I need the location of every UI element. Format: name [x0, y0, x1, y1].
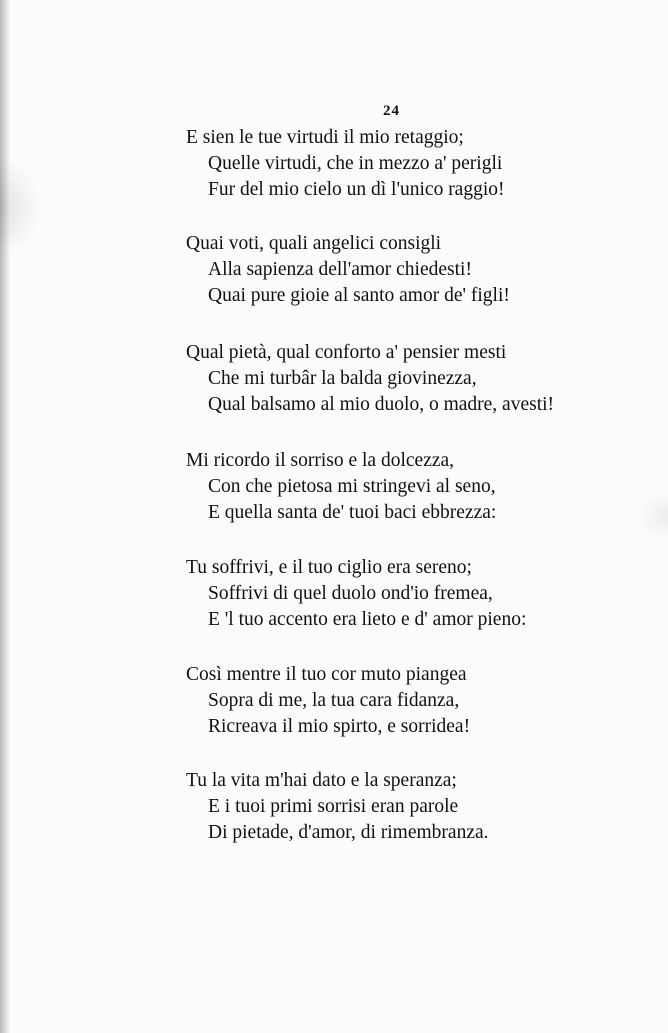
verse-line: Che mi turbâr la balda giovinezza,	[208, 368, 477, 389]
stanza-3	[186, 340, 646, 418]
verse-line: Ricreava il mio spirto, e sorridea!	[208, 716, 471, 737]
verse-line: Di pietade, d'amor, di rimembranza.	[208, 822, 489, 843]
verse-line: Fur del mio cielo un dì l'unico raggio!	[208, 179, 505, 200]
verse-line: Tu la vita m'hai dato e la speranza;	[186, 770, 457, 791]
verse-line: Così mentre il tuo cor muto piangea	[186, 664, 467, 685]
stanza-7	[186, 768, 646, 846]
verse-line: Quai pure gioie al santo amor de' figli!	[208, 285, 510, 306]
verse-line: E 'l tuo accento era lieto e d' amor pieno:	[208, 609, 527, 630]
verse-line: Qual balsamo al mio duolo, o madre, avesti!	[208, 394, 555, 415]
verse-line: E sien le tue virtudi il mio retaggio;	[186, 127, 464, 148]
stanza-6	[186, 662, 646, 740]
page-number: 24	[383, 103, 400, 119]
verse-line: Alla sapienza dell'amor chiedesti!	[208, 259, 472, 280]
verse-line: Soffrivi di quel duolo ond'io fremea,	[208, 583, 493, 604]
verse-line: Tu soffrivi, e il tuo ciglio era sereno;	[186, 557, 472, 578]
verse-line: Sopra di me, la tua cara fidanza,	[208, 690, 460, 711]
verse-line: Quai voti, quali angelici consigli	[186, 233, 442, 254]
verse-line: Qual pietà, qual conforto a' pensier mesti	[186, 342, 507, 363]
verse-line: Mi ricordo il sorriso e la dolcezza,	[186, 450, 455, 471]
verse-line: E i tuoi primi sorrisi eran parole	[208, 796, 459, 817]
stanza-1	[186, 125, 646, 203]
verse-line: E quella santa de' tuoi baci ebbrezza:	[208, 502, 497, 523]
page-edge-shadow	[0, 0, 10, 1033]
verse-line: Quelle virtudi, che in mezzo a' perigli	[208, 153, 503, 174]
stanza-5	[186, 555, 646, 633]
stanza-4	[186, 448, 646, 526]
verse-line: Con che pietosa mi stringevi al seno,	[208, 476, 496, 497]
stanza-2	[186, 231, 646, 309]
